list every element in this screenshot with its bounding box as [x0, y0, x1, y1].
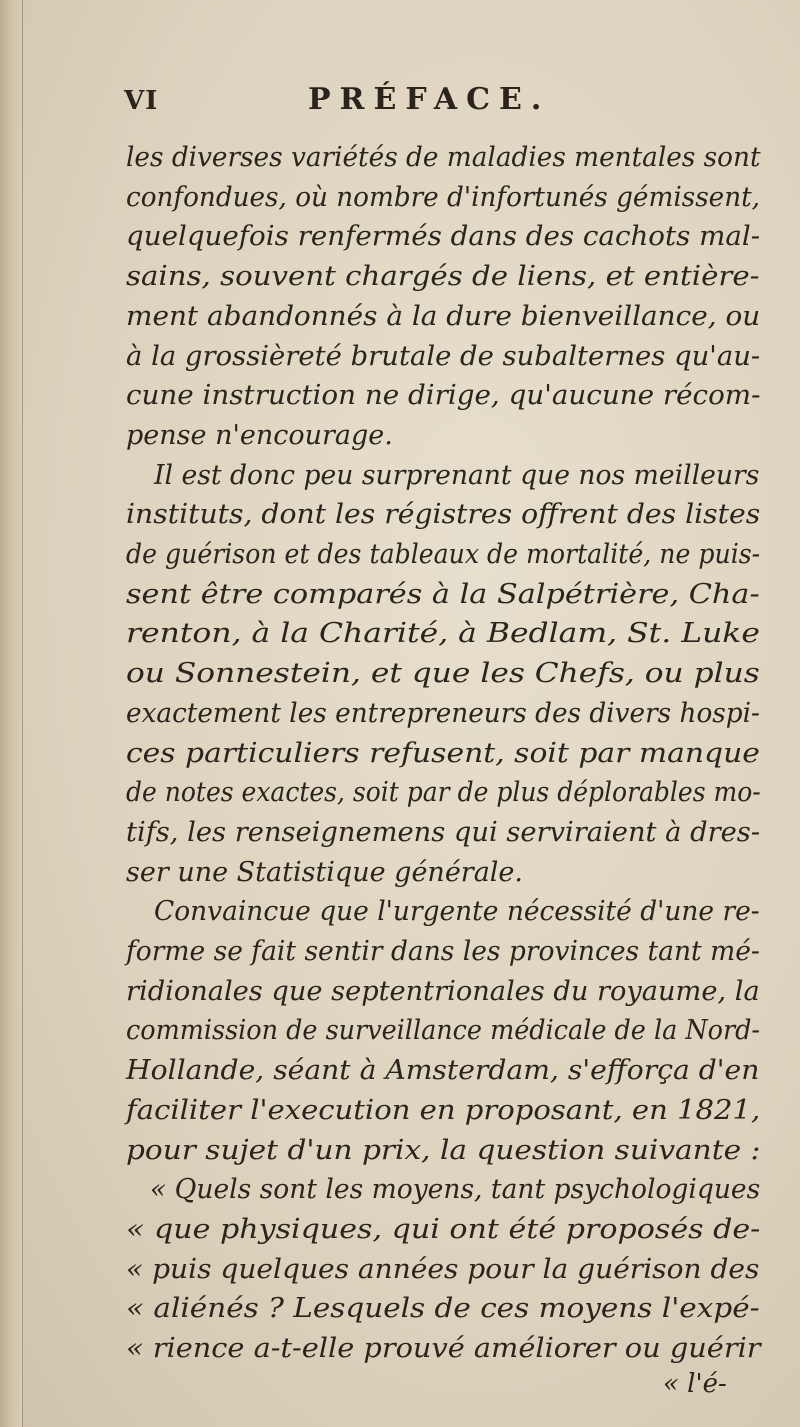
quotation-line: « Quels sont les moyens, tant psychologiques — [150, 1174, 761, 1206]
quotation-line: « que physiques, qui ont été proposés de- — [126, 1213, 761, 1245]
text-line: exactement les entrepreneurs des divers hospi- — [126, 697, 760, 729]
text-line: ces particuliers refusent, soit par manque — [126, 737, 760, 769]
text-line: ment abandonnés à la dure bienveillance, ou — [126, 300, 761, 332]
text-line: pense n'encourage. — [126, 419, 393, 451]
quotation-line: « aliénés ? Lesquels de ces moyens l'expé- — [126, 1293, 760, 1325]
quotation-line: « puis quelques années pour la guérison des — [126, 1253, 760, 1285]
quotation-line: « rience a-t-elle prouvé améliorer ou guérir — [126, 1333, 761, 1364]
page-number: VI — [124, 86, 159, 116]
text-line: Hollande, séant à Amsterdam, s'efforça d'en — [126, 1055, 760, 1087]
text-line: ridionales que septentrionales du royaume, la — [126, 975, 760, 1007]
text-line: renton, à la Charité, à Bedlam, St. Luke — [126, 618, 760, 650]
running-head: PRÉFACE. — [308, 82, 551, 117]
page-binding-edge — [0, 0, 23, 1427]
text-line: sent être comparés à la Salpétrière, Cha- — [126, 578, 760, 610]
text-line: de notes exactes, soit par de plus déplorables mo- — [126, 777, 761, 809]
text-line: commission de surveillance médicale de la Nord- — [126, 1015, 761, 1047]
text-line: faciliter l'execution en proposant, en 1821, — [126, 1094, 761, 1126]
text-line: à la grossièreté brutale de subalternes qu'au- — [126, 340, 761, 372]
text-line: forme se fait sentir dans les provinces tant mé- — [126, 936, 760, 967]
text-line: confondues, où nombre d'infortunés gémissent, — [126, 181, 760, 213]
text-line: ser une Statistique générale. — [126, 856, 523, 888]
text-line: cune instruction ne dirige, qu'aucune récom- — [126, 380, 761, 412]
text-line: tifs, les renseignemens qui serviraient à dres- — [126, 816, 761, 848]
text-line: ou Sonnestein, et que les Chefs, ou plus — [126, 658, 760, 690]
paragraph-start-line: Il est donc peu surprenant que nos meilleurs — [154, 459, 760, 491]
page-header — [0, 82, 800, 126]
text-line: de guérison et des tableaux de mortalité, ne puis- — [126, 539, 761, 570]
catchword: « l'é- — [663, 1368, 727, 1399]
text-line: instituts, dont les régistres offrent des listes — [126, 499, 761, 531]
text-line: les diverses variétés de maladies mentales sont — [126, 142, 761, 173]
text-line: sains, souvent chargés de liens, et entière- — [126, 261, 760, 293]
text-line: pour sujet d'un prix, la question suivante : — [126, 1134, 761, 1166]
paragraph-start-line: Convaincue que l'urgente nécessité d'une re- — [154, 896, 760, 928]
text-line: quelquefois renfermés dans des cachots mal- — [126, 221, 761, 253]
